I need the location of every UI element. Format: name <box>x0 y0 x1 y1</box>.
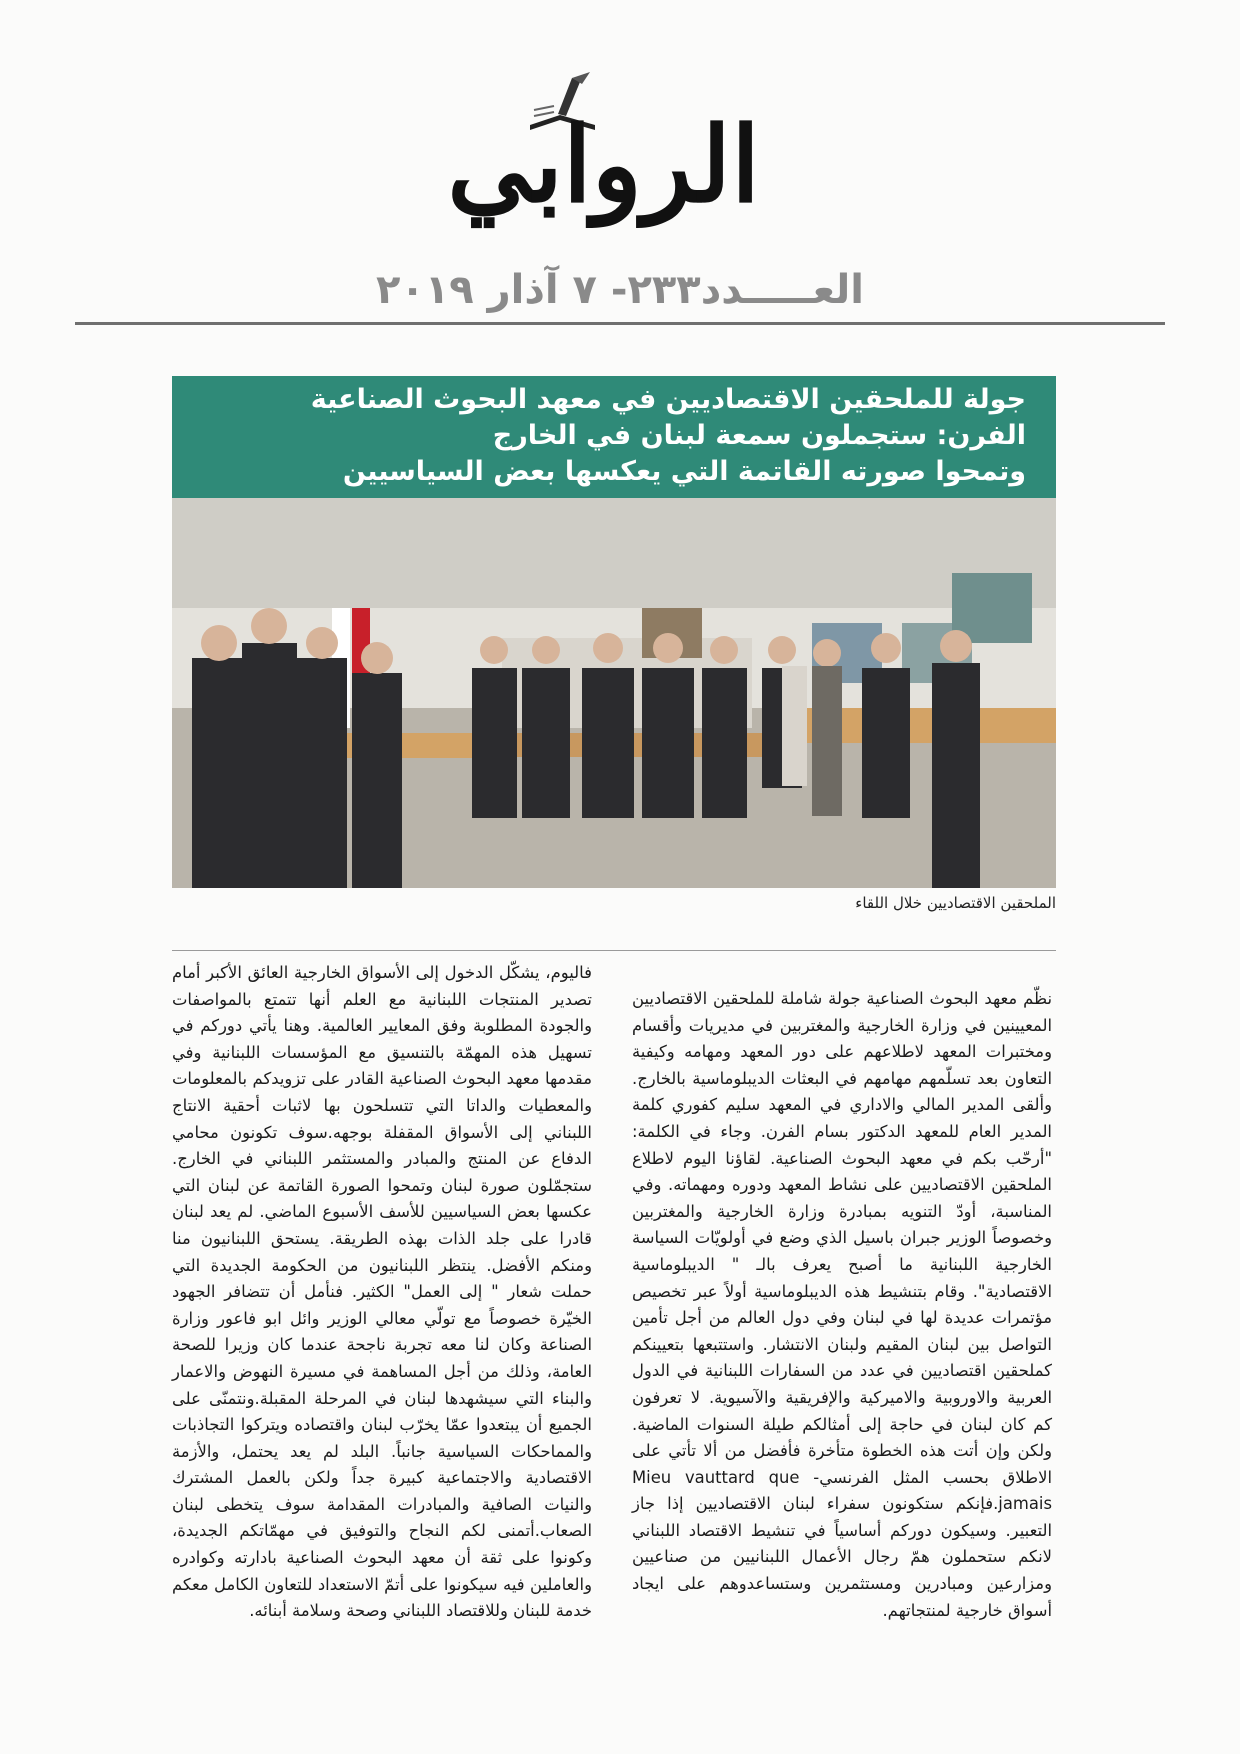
article-body-right: نظّم معهد البحوث الصناعية جولة شاملة للملحقين الاقتصاديين المعيينين في وزارة الخارجية والمغتربين في مديريات وأقسام ومختبرات المعهد لاطلاعهم على دور المعهد ومهامه وكيفية التعاون بعد تسلّمهم مهامهم في البعثات الديبلوماسية بالخارج. وألقى المدير المالي والاداري في المعهد سليم كفوري كلمة المدير العام للمعهد الدكتور بسام الفرن. وجاء في الكلمة: "أرحّب بكم في معهد البحوث الصناعية. لقاؤنا اليوم لاطلاع الملحقين الاقتصاديين على نشاط المعهد ودوره ومهماته. وفي المناسبة، أودّ التنويه بمبادرة وزارة الخارجية والمغتربين وخصوصاً الوزير جبران باسيل الذي وضع في أولويّات السياسة الخارجية اللبنانية ما أصبح يعرف بالـ " الديبلوماسية الاقتصادية". وقام بتنشيط هذه الديبلوماسية أولاً عبر تخصيص مؤتمرات عديدة لها في لبنان وفي دول العالم من أجل تأمين التواصل بين لبنان المقيم ولبنان الانتشار. واستتبعها بتعيينكم كملحقين اقتصاديين في عدد من السفارات اللبنانية في الدول العربية والاوروبية والاميركية والإفريقية والآسيوية. لا تعرفون كم كان لبنان في حاجة إلى أمثالكم طيلة السنوات الماضية. ولكن وإن أتت هذه الخطوة متأخرة فأفضل من ألا تأتي على الاطلاق بحسب المثل الفرنسي- Mieu vauttard que jamais.فإنكم ستكونون سفراء لبنان الاقتصاديين إذا جاز التعبير. وسيكون دوركم أساسياً في تنشيط الاقتصاد اللبناني لانكم ستحملون همّ رجال الأعمال اللبنانيين من صناعيين ومزارعين ومبادرين ومستثمرين وستساعدوهم على ايجاد أسواق خارجية لمنتجاتهم. <box>632 989 1052 1620</box>
article-headline <box>172 376 1056 498</box>
article-body-left: فاليوم، يشكّل الدخول إلى الأسواق الخارجية العائق الأكبر أمام تصدير المنتجات اللبنانية مع العلم أنها تتمتع بالمواصفات والجودة المطلوبة وفق المعايير العالمية. وهنا يأتي دوركم في تسهيل هذه المهمّة بالتنسيق مع المؤسسات اللبنانية وفي مقدمها معهد البحوث الصناعية القادر على تزويدكم بالمعلومات والمعطيات والداتا التي تتسلحون بها لاثبات أحقية الانتاج اللبناني إلى الأسواق المقفلة بوجهه.سوف تكونون محامي الدفاع عن المنتج والمبادر والمستثمر اللبناني في الخارج. ستجمّلون صورة لبنان وتمحوا الصورة القاتمة عن لبنان التي عكسها بعض السياسيين للأسف الأسبوع الماضي. لم يعد لبنان قادرا على جلد الذات بهذه الطريقة. يستحق اللبنانيون منا ومنكم الأفضل. ينتظر اللبنانيون من الحكومة الجديدة التي حملت شعار " إلى العمل" الكثير. فنأمل أن تتضافر الجهود الخيّرة خصوصاً مع تولّي معالي الوزير وائل ابو فاعور وزارة الصناعة وكان لنا معه تجربة ناجحة عندما كان وزيرا للصحة العامة، وذلك من أجل المساهمة في مسيرة النهوض والاعمار والبناء التي سيشهدها لبنان في المرحلة المقبلة.ونتمنّى على الجميع أن يبتعدوا عمّا يخرّب لبنان واقتصاده ويتركوا التجاذبات والمماحكات السياسية جانباً. البلد لم يعد يحتمل، والأزمة الاقتصادية والاجتماعية كبيرة جداً ولكن بالعمل المشترك والنيات الصافية والمبادرات المقدامة سوف يتخطى لبنان الصعاب.أتمنى لكم النجاح والتوفيق في مهمّاتكم الجديدة، وكونوا على ثقة أن معهد البحوث الصناعية بادارته وكوادره والعاملين فيه سيكونوا على أتمّ الاستعداد للتعاون الكامل معكم خدمة للبنان وللاقتصاد اللبناني وصحة وسلامة أبنائه. <box>172 963 592 1621</box>
masthead <box>0 40 1240 260</box>
article-column-left <box>172 960 592 1625</box>
meeting-room-illustration <box>172 498 1056 888</box>
article-column-right <box>632 986 1052 1624</box>
headline-line-1: جولة للملحقين الاقتصاديين في معهد البحوث الصناعية <box>310 384 1026 415</box>
issue-number-date: العـــــدد٢٣٣- ٧ آذار ٢٠١٩ <box>376 267 864 313</box>
logo-text: الروابي <box>447 103 760 226</box>
newspaper-logo <box>447 60 760 250</box>
meeting-photo <box>172 498 1056 888</box>
photo-caption: الملحقين الاقتصاديين خلال اللقاء <box>855 894 1056 912</box>
header-divider <box>75 322 1165 325</box>
section-divider <box>172 950 1056 951</box>
headline-line-3: وتمحوا صورته القاتمة التي يعكسها بعض السياسيين <box>342 456 1026 487</box>
headline-line-2: الفرن: ستجملون سمعة لبنان في الخارج <box>492 420 1026 451</box>
